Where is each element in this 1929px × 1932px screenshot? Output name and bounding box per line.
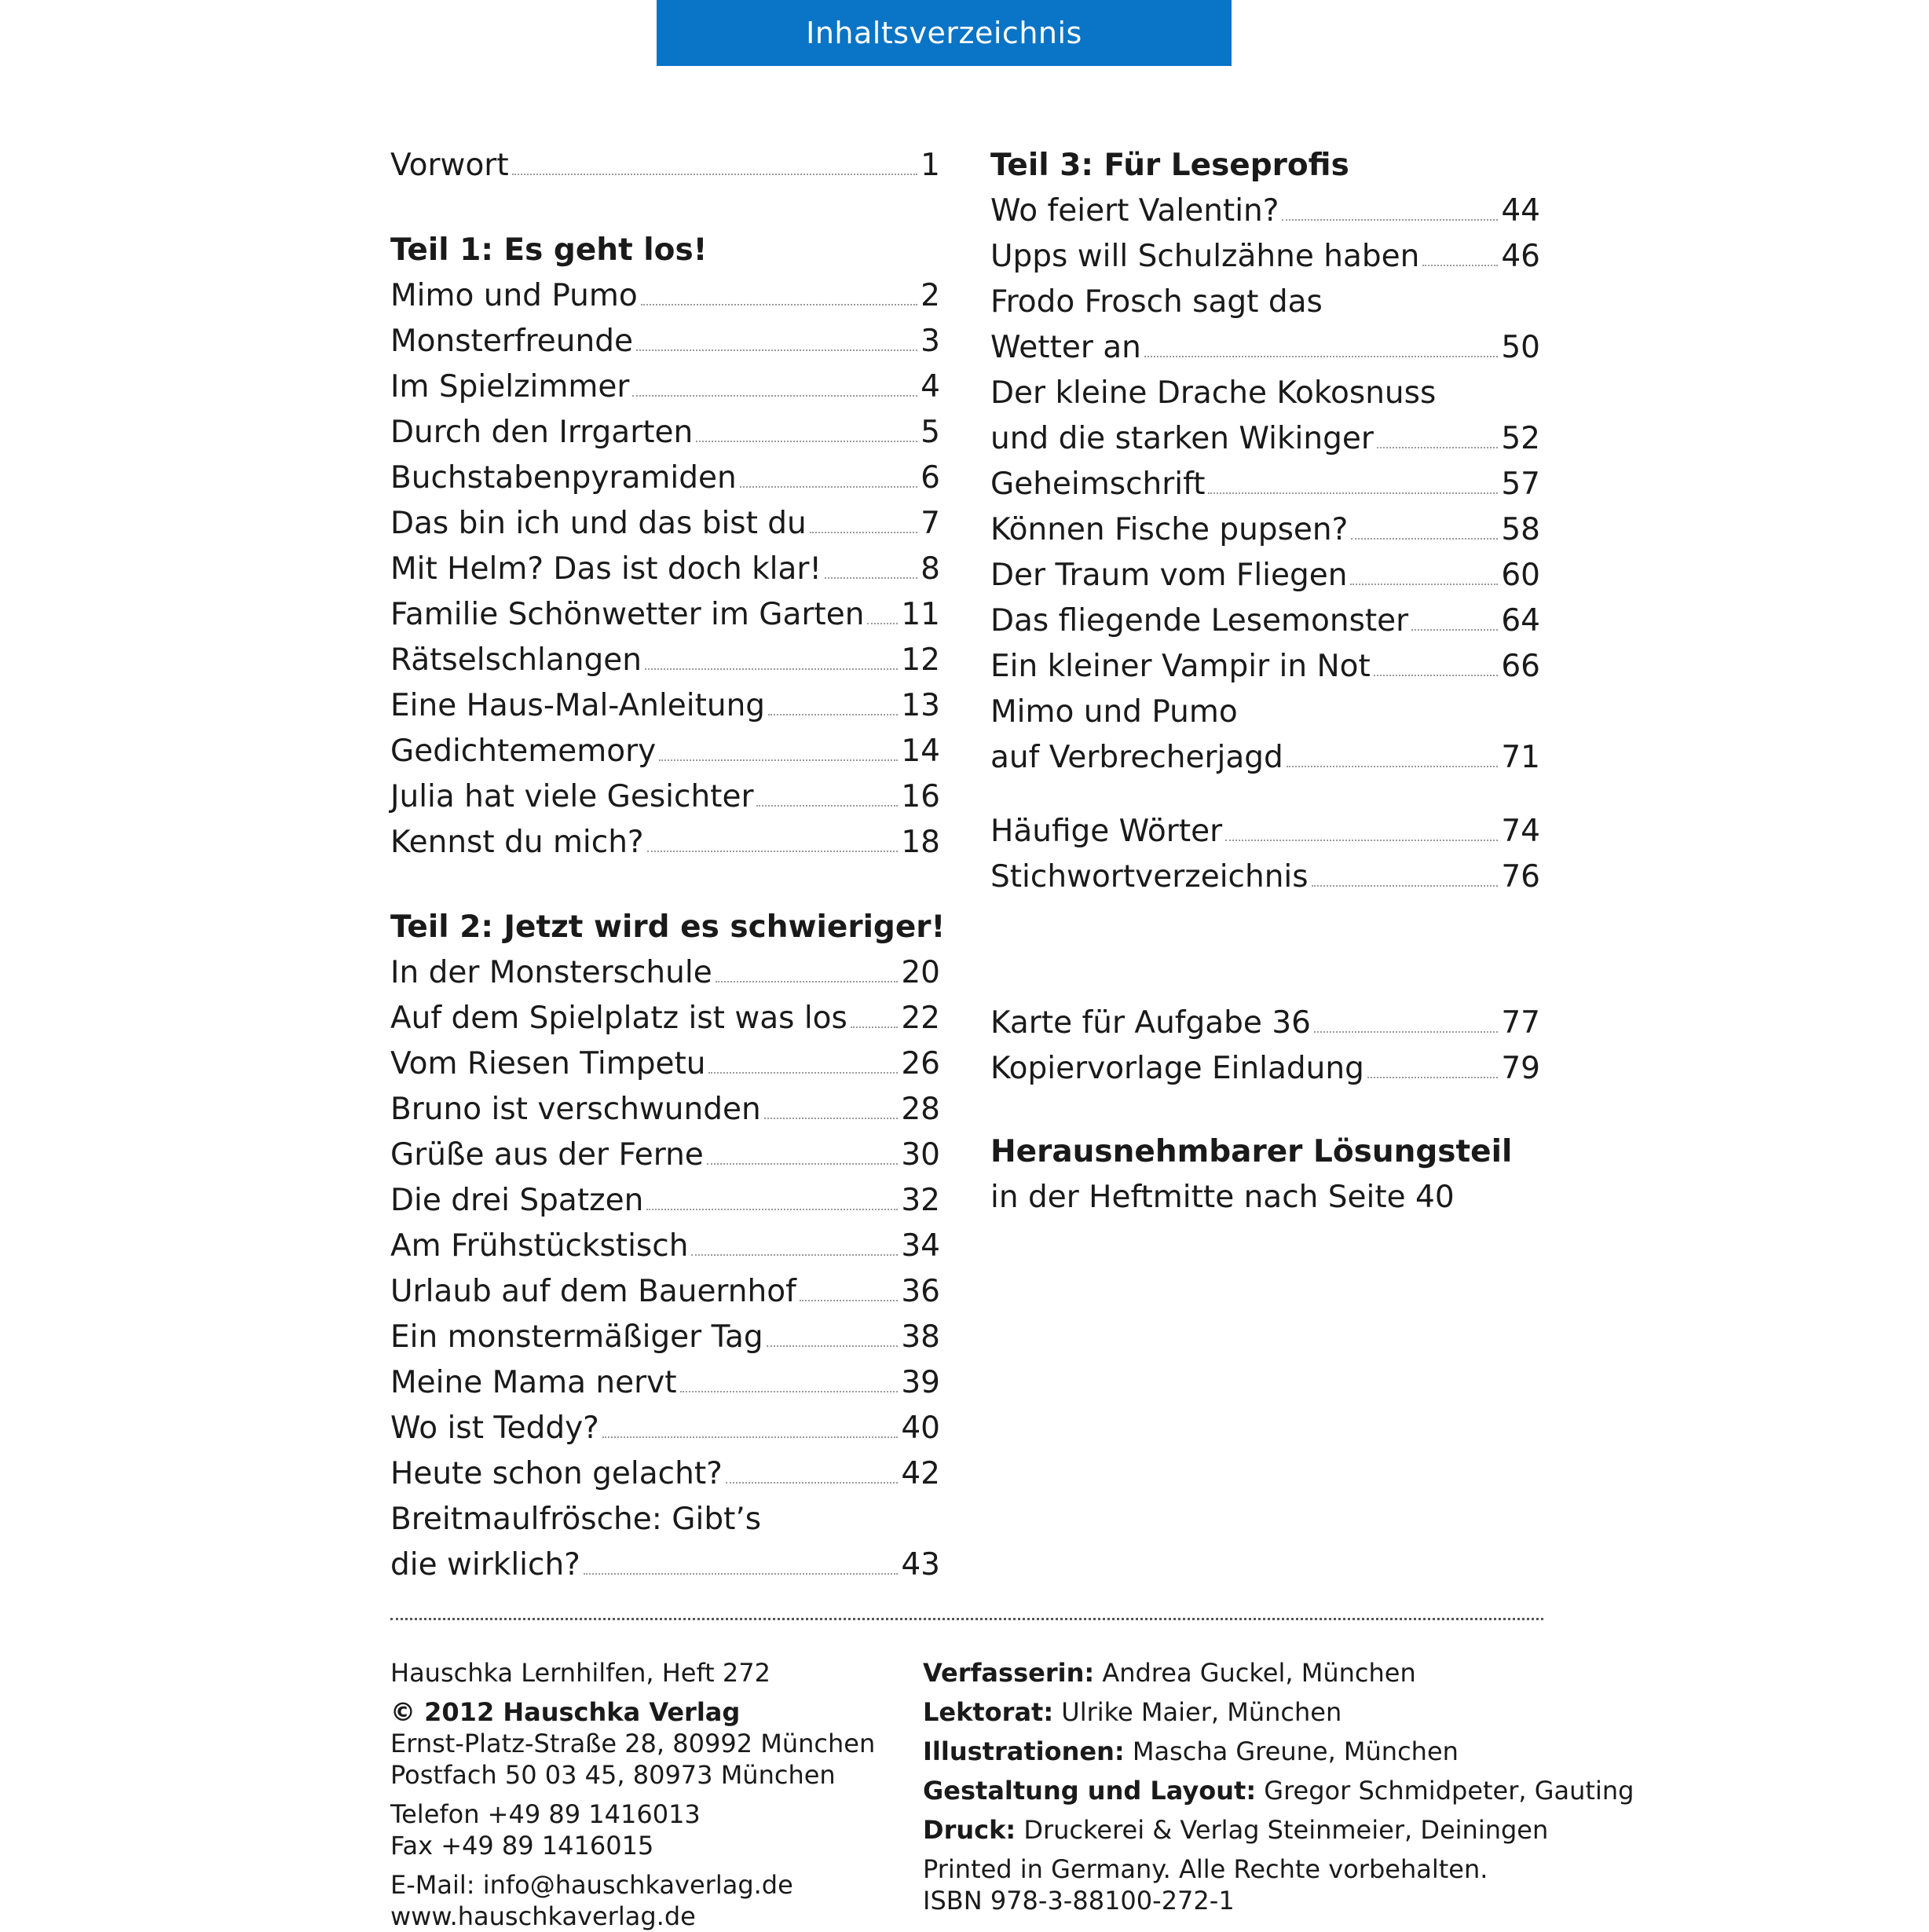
toc-entry [390, 1224, 940, 1269]
phone-line: Telefon +49 89 1416013 [390, 1799, 701, 1829]
toc-entry [390, 820, 940, 865]
toc-entry-title-line1: Mimo und Pumo [990, 694, 1238, 730]
dot-leader [1351, 538, 1498, 540]
toc-entry [390, 501, 940, 547]
dot-leader [767, 1345, 899, 1347]
toc-entry-title: Wo ist Teddy? [390, 1411, 599, 1446]
toc-entry-title: Karte für Aufgabe 36 [990, 1005, 1311, 1041]
dot-leader [691, 1254, 898, 1256]
toc-entry-title-line2: und die starken Wikinger [990, 421, 1374, 456]
dot-leader [768, 714, 898, 715]
toc-entry-page: 43 [901, 1547, 940, 1583]
toc-entry-page: 64 [1501, 603, 1540, 639]
toc-entry-page: 74 [1501, 814, 1540, 849]
isbn-line: ISBN 978-3-88100-272-1 [923, 1886, 1235, 1916]
spacer [923, 1689, 1634, 1696]
toc-entry [990, 462, 1540, 507]
spacer [390, 1791, 875, 1798]
dot-leader [1350, 584, 1498, 585]
toc-entry-title: Kopiervorlage Einladung [990, 1051, 1364, 1086]
toc-entry-page: 6 [921, 460, 940, 496]
toc-entry-page: 79 [1501, 1051, 1540, 1086]
dot-leader [716, 981, 899, 982]
dot-leader [1208, 492, 1498, 494]
toc-entry [390, 1132, 940, 1178]
toc-entry [390, 638, 940, 683]
toc-entry-title: Das fliegende Lesemonster [990, 603, 1409, 639]
credit-design [923, 1775, 1634, 1806]
toc-entry-page: 1 [921, 148, 940, 183]
toc-right-column [990, 143, 1540, 1220]
toc-entry-page: 42 [901, 1456, 940, 1491]
dot-leader [636, 349, 917, 351]
dot-leader [512, 174, 918, 175]
credit-label: Gestaltung und Layout: [923, 1776, 1257, 1806]
toc-entry-title: Julia hat viele Gesichter [390, 779, 754, 814]
toc-entry-title: Stichwortverzeichnis [990, 859, 1309, 895]
toc-entry [990, 644, 1540, 690]
toc-entry-title-line1: Breitmaulfrösche: Gibt’s [390, 1502, 762, 1537]
toc-entry-title: Upps will Schulzähne haben [990, 239, 1420, 274]
toc-entry-title-line2: Wetter an [990, 330, 1141, 365]
toc-entry-page: 52 [1501, 421, 1540, 456]
toc-entry [390, 1178, 940, 1224]
credit-value: Druckerei & Verlag Steinmeier, Deiningen [1016, 1815, 1549, 1845]
section-heading: Teil 2: Jetzt wird es schwieriger! [390, 909, 946, 945]
toc-left-column [390, 143, 946, 1588]
toc-entry [990, 1001, 1540, 1046]
toc-entry-page: 22 [901, 1001, 940, 1036]
dot-leader [800, 1300, 899, 1301]
toc-entry-title-line2: auf Verbrecherjagd [990, 740, 1283, 775]
dot-leader [825, 577, 917, 579]
dot-leader [602, 1436, 899, 1438]
dotted-divider [390, 1618, 1543, 1620]
dot-leader [1411, 629, 1498, 631]
dot-leader [740, 486, 917, 488]
toc-entry [390, 729, 940, 774]
toc-entry [390, 319, 940, 364]
toc-list-extras [990, 1001, 1540, 1092]
email-line: E-Mail: info@hauschkaverlag.de [390, 1870, 793, 1900]
toc-entry [990, 553, 1540, 598]
toc-entry-page: 36 [901, 1274, 940, 1309]
toc-entry-title: Geheimschrift [990, 467, 1206, 502]
spacer [923, 1806, 1634, 1814]
dot-leader [1422, 265, 1498, 266]
dot-leader [584, 1573, 898, 1575]
toc-entry [990, 598, 1540, 644]
dot-leader [1144, 356, 1498, 357]
credits-info [923, 1657, 1634, 1916]
toc-entry [390, 774, 940, 820]
toc-entry [990, 188, 1540, 234]
toc-entry-title: Rätselschlangen [390, 642, 642, 678]
toc-entry-page: 13 [901, 688, 940, 723]
toc-entry-page: 5 [921, 415, 940, 450]
toc-entry-page: 16 [901, 779, 940, 814]
dot-leader [647, 851, 899, 852]
solutions-text: in der Heftmitte nach Seite 40 [990, 1180, 1455, 1215]
toc-entry-title: Mimo und Pumo [390, 278, 638, 313]
toc-entry [390, 683, 940, 729]
toc-entry-title: Am Frühstückstisch [390, 1228, 689, 1264]
dot-leader [851, 1026, 899, 1028]
dot-leader [756, 805, 898, 807]
dot-leader [726, 1482, 899, 1484]
toc-entry-title: Monsterfreunde [390, 324, 633, 359]
spacer [923, 1846, 1634, 1853]
toc-entry [990, 854, 1540, 900]
toc-entry-page: 2 [921, 278, 940, 313]
toc-entry [390, 410, 940, 456]
dot-leader [1225, 840, 1498, 841]
toc-entry-title: Vorwort [390, 148, 509, 183]
toc-entry-title-line2: die wirklich? [390, 1547, 580, 1583]
toc-entry-page: 39 [901, 1365, 940, 1400]
toc-entry-title: Familie Schönwetter im Garten [390, 597, 865, 632]
spacer [390, 865, 940, 905]
toc-entry [390, 1087, 940, 1132]
series-line: Hauschka Lernhilfen, Heft 272 [390, 1658, 771, 1688]
spacer [990, 781, 1540, 809]
toc-entry-title: Kennst du mich? [390, 825, 644, 860]
toc-entry-page: 14 [901, 734, 940, 769]
toc-entry [990, 735, 1540, 781]
toc-entry-page: 20 [901, 955, 940, 990]
header-banner [657, 0, 1232, 66]
toc-entry-title: Mit Helm? Das ist doch klar! [390, 551, 822, 587]
toc-entry-title: Die drei Spatzen [390, 1183, 644, 1218]
toc-entry-page: 32 [901, 1183, 940, 1218]
dot-leader [867, 623, 898, 624]
toc-list-appendix [990, 809, 1540, 900]
toc-entry-page: 77 [1501, 1005, 1540, 1041]
toc-entry-title: Bruno ist verschwunden [390, 1092, 761, 1127]
toc-entry [990, 234, 1540, 280]
toc-entry-title: Im Spielzimmer [390, 369, 630, 404]
credit-author [923, 1657, 1634, 1689]
spacer [923, 1767, 1634, 1775]
toc-entry-title: Urlaub auf dem Bauernhof [390, 1274, 796, 1309]
copyright-line: © 2012 Hauschka Verlag [390, 1697, 741, 1727]
toc-entry-title: Ein monstermäßiger Tag [390, 1319, 763, 1355]
credit-value: Ulrike Maier, München [1053, 1697, 1342, 1727]
toc-entry [390, 1360, 940, 1406]
address-line: Ernst-Platz-Straße 28, 80992 München [390, 1729, 876, 1758]
dot-leader [1282, 219, 1498, 221]
dot-leader [632, 395, 917, 397]
credit-print [923, 1814, 1634, 1846]
toc-entry [390, 1269, 940, 1315]
spacer [390, 188, 940, 228]
toc-entry-title: Häufige Wörter [990, 814, 1223, 849]
toc-entry-page: 76 [1501, 859, 1540, 895]
toc-entry-title: Auf dem Spielplatz ist was los [390, 1001, 847, 1036]
toc-entry [390, 456, 940, 501]
toc-entry [990, 809, 1540, 854]
spacer [390, 1689, 875, 1696]
credit-value: Andrea Guckel, München [1094, 1658, 1416, 1688]
toc-entry-page: 40 [901, 1411, 940, 1446]
toc-entry-page: 58 [1501, 512, 1540, 547]
dot-leader [1377, 447, 1498, 448]
toc-entry-title: Wo feiert Valentin? [990, 193, 1279, 229]
rights-line: Printed in Germany. Alle Rechte vorbehalten. [923, 1854, 1488, 1884]
dot-leader [1367, 1077, 1499, 1078]
toc-entry-title: Können Fische pupsen? [990, 512, 1349, 547]
toc-entry-page: 8 [921, 551, 940, 587]
toc-entry-page: 4 [921, 369, 940, 404]
toc-entry-title: Eine Haus-Mal-Anleitung [390, 688, 766, 723]
credit-value: Mascha Greune, München [1124, 1736, 1459, 1766]
fax-line: Fax +49 89 1416015 [390, 1831, 654, 1861]
toc-entry-title: Durch den Irrgarten [390, 415, 694, 450]
toc-entry-page: 7 [921, 506, 940, 541]
solutions-heading: Herausnehmbarer Lösungsteil [990, 1134, 1513, 1169]
spacer [990, 1092, 1540, 1129]
toc-entry-page: 34 [901, 1228, 940, 1264]
toc-list-part1 [390, 273, 940, 865]
spacer [923, 1728, 1634, 1736]
toc-entry [390, 364, 940, 410]
dot-leader [645, 668, 898, 670]
toc-entry [990, 416, 1540, 462]
toc-entry-page: 28 [901, 1092, 940, 1127]
toc-entry [990, 507, 1540, 553]
toc-entry-title: In der Monsterschule [390, 955, 712, 990]
credit-label: Illustrationen: [923, 1736, 1125, 1766]
credit-value: Gregor Schmidpeter, Gauting [1256, 1776, 1634, 1806]
dot-leader [1314, 1031, 1498, 1033]
toc-entry [390, 1315, 940, 1360]
dot-leader [696, 441, 917, 442]
toc-entry [390, 1406, 940, 1451]
toc-entry-page: 11 [901, 597, 940, 632]
toc-entry-page: 30 [901, 1137, 940, 1173]
toc-entry-title: Grüße aus der Ferne [390, 1137, 704, 1173]
dot-leader [641, 304, 917, 306]
credit-label: Verfasserin: [923, 1658, 1095, 1688]
dot-leader [680, 1391, 899, 1392]
toc-entry-title: Heute schon gelacht? [390, 1456, 723, 1491]
dot-leader [708, 1072, 898, 1074]
toc-entry-page: 60 [1501, 558, 1540, 593]
spacer [390, 1861, 875, 1869]
toc-entry-page: 50 [1501, 330, 1540, 365]
credit-label: Druck: [923, 1815, 1016, 1845]
website-line: www.hauschkaverlag.de [390, 1901, 696, 1931]
toc-entry-page: 57 [1501, 467, 1540, 502]
section-heading: Teil 1: Es geht los! [390, 232, 708, 268]
toc-entry [390, 950, 940, 996]
toc-entry-page: 38 [901, 1319, 940, 1355]
toc-entry [990, 1046, 1540, 1092]
dot-leader [1374, 675, 1499, 676]
spacer [990, 900, 1540, 1001]
toc-entry-page: 71 [1501, 740, 1540, 775]
toc-entry [390, 143, 940, 188]
toc-entry [390, 996, 940, 1041]
toc-entry-title: Buchstabenpyramiden [390, 460, 737, 496]
toc-entry [390, 1041, 940, 1087]
toc-entry-page: 46 [1501, 239, 1540, 274]
toc-entry [390, 273, 940, 319]
dot-leader [646, 1209, 898, 1210]
credit-illustrations [923, 1736, 1634, 1767]
toc-entry-title: Gedichtememory [390, 734, 657, 769]
credit-label: Lektorat: [923, 1697, 1054, 1727]
toc-entry-page: 3 [921, 324, 940, 359]
dot-leader [1312, 885, 1499, 887]
toc-list-part2 [390, 950, 940, 1497]
dot-leader [707, 1163, 899, 1165]
toc-entry [990, 325, 1540, 371]
toc-entry-title: Vom Riesen Timpetu [390, 1046, 706, 1081]
dot-leader [764, 1118, 899, 1119]
toc-entry-title: Das bin ich und das bist du [390, 506, 807, 541]
toc-entry [390, 1542, 940, 1588]
publisher-info [390, 1657, 875, 1932]
dot-leader [1287, 766, 1499, 767]
page-title: Inhaltsverzeichnis [806, 16, 1082, 50]
postbox-line: Postfach 50 03 45, 80973 München [390, 1760, 836, 1790]
toc-entry [390, 547, 940, 592]
toc-entry-page: 44 [1501, 193, 1540, 229]
dot-leader [659, 759, 898, 761]
toc-entry-page: 26 [901, 1046, 940, 1081]
toc-entry-page: 66 [1501, 649, 1540, 684]
credit-editor [923, 1696, 1634, 1728]
toc-entry-page: 18 [901, 825, 940, 860]
toc-entry-title: Meine Mama nervt [390, 1365, 677, 1400]
toc-entry-page: 12 [901, 642, 940, 678]
toc-entry-title-line1: Frodo Frosch sagt das [990, 284, 1323, 320]
toc-entry-title-line1: Der kleine Drache Kokosnuss [990, 375, 1437, 411]
section-heading: Teil 3: Für Leseprofis [990, 148, 1349, 183]
toc-entry [390, 592, 940, 638]
toc-entry-title: Der Traum vom Fliegen [990, 558, 1348, 593]
dot-leader [810, 532, 917, 533]
toc-entry-title: Ein kleiner Vampir in Not [990, 649, 1371, 684]
toc-entry [390, 1451, 940, 1497]
